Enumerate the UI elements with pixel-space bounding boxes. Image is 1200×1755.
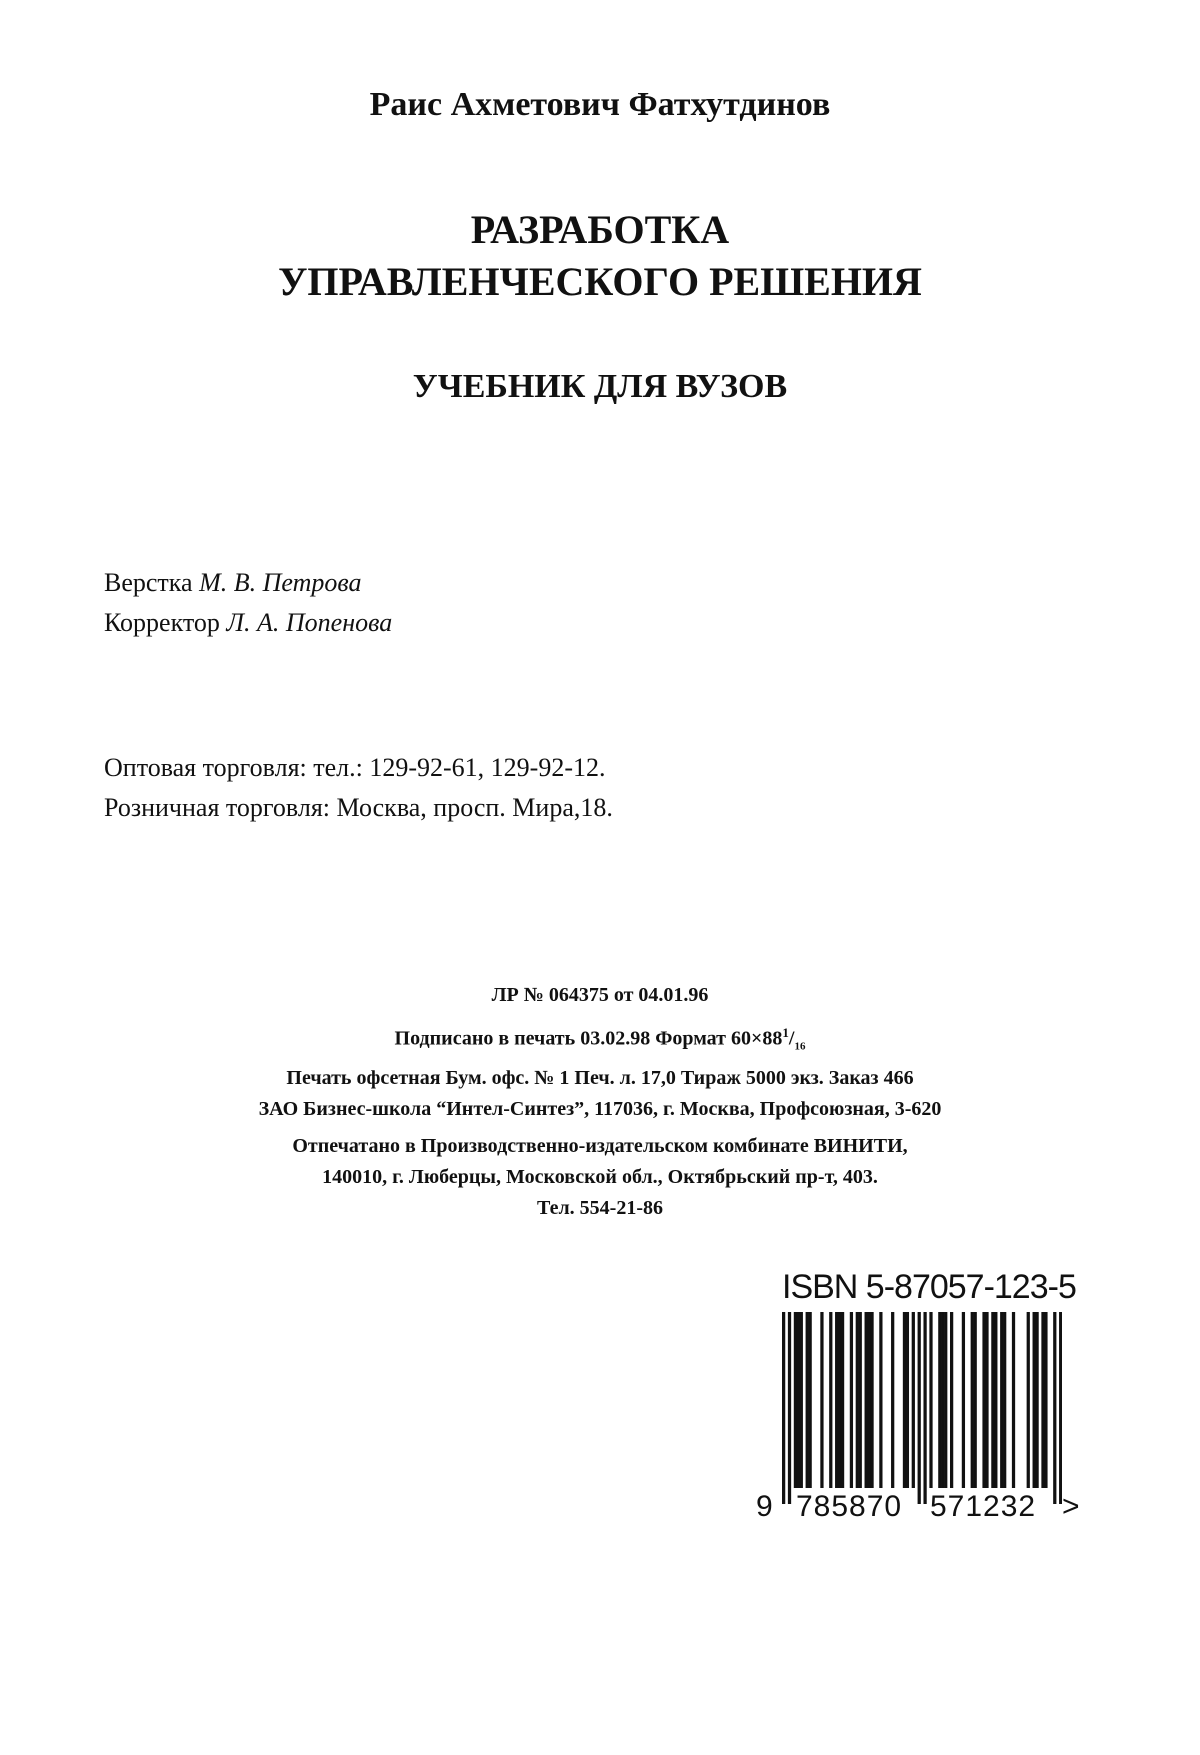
barcode-bar: [835, 1312, 838, 1488]
barcode-bar: [974, 1312, 977, 1488]
barcode-digit-first: 9: [756, 1490, 773, 1523]
credit-layout-role: Верстка: [104, 568, 193, 597]
barcode-bar: [797, 1312, 800, 1488]
barcode-bar: [912, 1312, 915, 1488]
book-title-line-1: РАЗРАБОТКА: [470, 207, 730, 252]
barcode-bar: [891, 1312, 894, 1488]
print-info-line: Печать офсетная Бум. офс. № 1 Печ. л. 17,0 Тираж 5000 экз. Заказ 466: [286, 1066, 914, 1089]
barcode-bar: [1035, 1312, 1038, 1488]
barcode-bar: [841, 1312, 844, 1488]
barcode-bar: [859, 1312, 862, 1488]
imprint-block: [0, 980, 1200, 1224]
barcode-bar: [982, 1312, 985, 1488]
barcode-bar: [850, 1312, 853, 1488]
barcode-digits-left: 785870: [796, 1490, 903, 1523]
barcode-bar: [941, 1312, 944, 1488]
barcode-bar: [985, 1312, 988, 1488]
barcode-bar: [1044, 1312, 1047, 1488]
book-subtitle: УЧЕБНИК ДЛЯ ВУЗОВ: [412, 368, 788, 405]
credit-proof-person: Л. А. Попенова: [226, 608, 393, 637]
barcode-bar: [906, 1312, 909, 1488]
barcode-bar: [938, 1312, 941, 1488]
barcode-bar: [1000, 1312, 1003, 1488]
barcode-bar: [923, 1312, 926, 1504]
barcode-bar: [1012, 1312, 1015, 1488]
ean-barcode: [756, 1312, 1080, 1523]
barcode-digits-right: 571232: [930, 1490, 1037, 1523]
printer-phone-line: Тел. 554-21-86: [537, 1196, 663, 1219]
barcode-arrow: >: [1062, 1490, 1080, 1523]
barcode-bar: [820, 1312, 823, 1488]
barcode-bar: [903, 1312, 906, 1488]
barcode-bar: [1003, 1312, 1006, 1488]
signed-text: Подписано в печать 03.02.98 Формат 60×88: [394, 1027, 783, 1050]
barcode-bar: [962, 1312, 965, 1488]
credit-proof-role: Корректор: [104, 608, 220, 637]
barcode-bar: [870, 1312, 873, 1488]
barcode-bar: [944, 1312, 947, 1488]
barcode-bar: [794, 1312, 797, 1488]
printed-at-line: Отпечатано в Производственно-издательском комбинате ВИНИТИ,: [292, 1134, 908, 1157]
wholesale-contact: Оптовая торговля: тел.: 129-92-61, 129-92-12.: [104, 753, 606, 782]
barcode-bar: [1033, 1312, 1036, 1488]
credit-layout: [104, 563, 392, 603]
author-name: Раис Ахметович Фатхутдинов: [369, 86, 831, 123]
book-title-line-2: УПРАВЛЕНЧЕСКОГО РЕШЕНИЯ: [278, 259, 922, 304]
trade-contacts: [104, 748, 613, 828]
publisher-line: ЗАО Бизнес-школа “Интел-Синтез”, 117036, г. Москва, Профсоюзная, 3-620: [258, 1097, 942, 1120]
barcode-bar: [867, 1312, 870, 1488]
credits-block: [104, 563, 392, 643]
barcode-bar: [838, 1312, 841, 1488]
printer-address-line: 140010, г. Люберцы, Московской обл., Октябрьский пр-т, 403.: [322, 1165, 878, 1188]
barcode-bar: [865, 1312, 868, 1488]
barcode-bar: [994, 1312, 997, 1488]
barcode-bar: [1041, 1312, 1044, 1488]
barcode-bar: [971, 1312, 974, 1488]
barcode-bar: [856, 1312, 859, 1488]
credit-layout-person: М. В. Петрова: [199, 568, 362, 597]
retail-contact: Розничная торговля: Москва, просп. Мира,18.: [104, 793, 613, 822]
isbn-block: [756, 1268, 1098, 1523]
barcode-bar: [950, 1312, 953, 1488]
isbn-label: ISBN 5-87057-123-5: [782, 1268, 1076, 1306]
barcode-bar: [788, 1312, 791, 1504]
barcode-bar: [809, 1312, 812, 1488]
barcode-bar: [782, 1312, 785, 1504]
signed-line: Подписано в печать 03.02.98 Формат $60\times 88^1/_{16}$: [394, 1025, 806, 1053]
barcode-bar: [1053, 1312, 1056, 1504]
barcode-bar: [800, 1312, 803, 1488]
barcode-bar: [879, 1312, 882, 1488]
barcode-bar: [1027, 1312, 1030, 1488]
barcode-bar: [918, 1312, 921, 1504]
barcode-bar: [829, 1312, 832, 1488]
license-line: ЛР № 064375 от 04.01.96: [491, 984, 709, 1006]
barcode-bar: [1059, 1312, 1062, 1504]
barcode-bars: [782, 1312, 1062, 1504]
credit-proofreader: [104, 603, 392, 643]
barcode-bar: [991, 1312, 994, 1488]
format-sub: 16: [794, 1040, 806, 1053]
book-title: [0, 204, 1200, 308]
barcode-bar: [929, 1312, 932, 1488]
barcode-bar: [806, 1312, 809, 1488]
format-sup: 1: [782, 1025, 789, 1040]
